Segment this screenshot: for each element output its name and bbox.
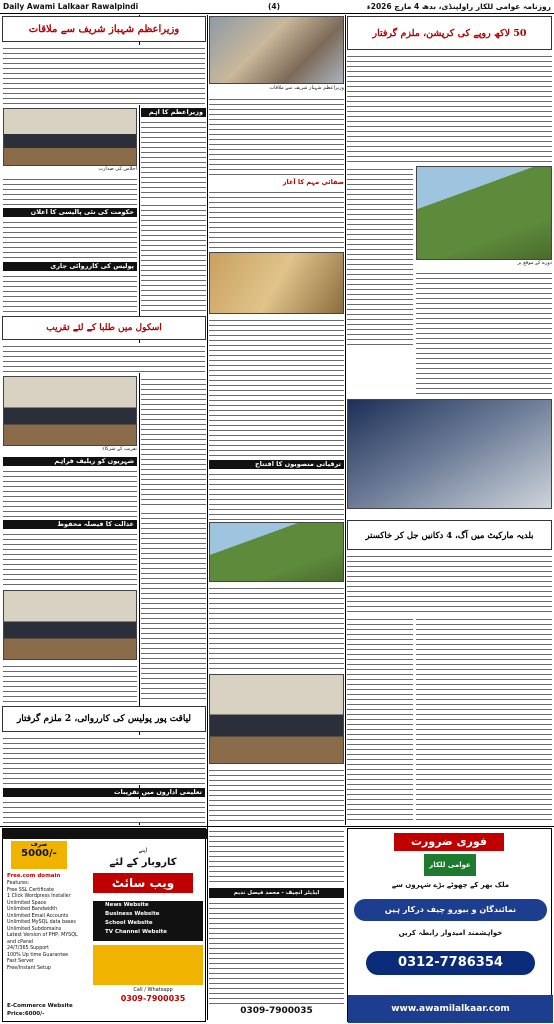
headline-small: وزیراعظم کا اہم (141, 108, 206, 117)
article-text (209, 189, 344, 249)
photo-caption: اجلاس کی صدارت (98, 166, 137, 172)
masthead-right: روزنامہ عوامی للکار راولپنڈی، بدھ 4 مارچ 2026ء (366, 2, 551, 11)
price-value: 5000/- (21, 848, 57, 859)
feature-item: Unlimited Subdomains (7, 926, 62, 932)
article-text (141, 202, 206, 312)
photo-exhibition (347, 399, 552, 509)
headline-small: صفائی مہم کا آغاز (282, 178, 344, 186)
article-text (209, 828, 344, 886)
features-title: Free.com domain (7, 873, 61, 879)
column-rule (207, 15, 208, 1020)
article-text (3, 176, 137, 206)
call-number: 0309-7900035 (120, 994, 186, 1003)
feature-item: Features: (7, 881, 30, 886)
photo-workers (209, 252, 344, 314)
feature-item: 24/7/365 Support (7, 946, 50, 951)
photo-caption: وزیراعظم شہباز شریف سے ملاقات (269, 85, 344, 91)
website-types (93, 901, 203, 941)
ad-heading-site: ویب سائٹ (93, 873, 193, 893)
article-text (3, 799, 205, 823)
website-type: Business Website (105, 911, 160, 917)
article-text (347, 553, 552, 613)
article-text (3, 531, 137, 587)
website-type: TV Channel Website (105, 929, 168, 935)
feature-item: Free/Instant Setup (7, 965, 51, 971)
section-rule (0, 826, 554, 827)
headline-lahore: لیاقت پور پولیس کی کارروائی، 2 ملزم گرفتار (2, 706, 206, 732)
brand-logo: عوامی للکار (424, 854, 476, 876)
recruitment-ad (347, 828, 552, 1022)
headline-small: حکومت کی نئی پالیسی کا اعلان (3, 208, 137, 217)
editor-phone: 0309-7900035 (240, 1006, 313, 1016)
masthead-left: Daily Awami Lalkaar Rawalpindi (3, 2, 139, 11)
feature-item: Unlimited Space (7, 900, 47, 906)
article-text (141, 376, 206, 506)
article-text (3, 45, 205, 105)
article-text (3, 735, 205, 785)
headline-cat: اسکول میں طلبا کے لئے تقریب (2, 316, 206, 340)
article-text (209, 471, 344, 521)
feature-item: Unlimited MySQL data bases (7, 920, 76, 925)
article-text (347, 166, 413, 346)
headline-small: ترقیاتی منصوبوں کا افتتاح (209, 460, 344, 469)
photo-meeting (3, 376, 137, 446)
photo-ceremony (209, 674, 344, 764)
price-badge (11, 841, 67, 869)
headline-pm: وزیراعظم شہباز شریف سے ملاقات (2, 16, 206, 42)
article-text (416, 616, 552, 820)
column-rule (345, 15, 346, 825)
article-text (209, 900, 344, 1004)
ad-graphic (93, 945, 203, 985)
column-rule (139, 15, 140, 825)
ad-line3: خواہشمند امیدوار رابطہ کریں (398, 929, 503, 937)
ecom-title: E-Commerce Website (7, 1003, 73, 1009)
ad-line1: ملک بھر کے چھوٹے بڑے شہروں سے (391, 881, 510, 889)
website-type: School Website (105, 920, 153, 926)
article-text (3, 663, 137, 703)
page-number: (4) (268, 2, 281, 11)
photo-conference (3, 590, 137, 660)
article-text (209, 585, 344, 671)
article-text (141, 510, 206, 700)
article-text (3, 468, 137, 518)
feature-item: Free SSL Certificate (7, 887, 54, 893)
urgent-banner: فوری ضرورت (394, 833, 504, 851)
website-ad (2, 828, 206, 1022)
article-text (209, 767, 344, 825)
photo-pm-meeting (209, 16, 344, 84)
article-text (347, 53, 552, 163)
features-list (7, 881, 83, 999)
ad-url: www.awamilalkaar.com (348, 995, 553, 1023)
ad-phone: 0312-7786354 (366, 951, 535, 975)
article-text (3, 343, 205, 373)
feature-item: 100% Up time Guarantee (7, 952, 69, 958)
article-text (209, 317, 344, 457)
article-text (3, 273, 137, 313)
photo-street (209, 522, 344, 582)
article-text (416, 270, 552, 396)
website-type: News Website (105, 902, 149, 908)
photo-caption: تقریب کے شرکاء (102, 446, 137, 452)
photo-field-tour (416, 166, 552, 260)
call-label: Call / Whatsapp (133, 987, 173, 993)
article-text (347, 616, 413, 820)
feature-item: Unlimited Email Accounts (7, 913, 69, 919)
article-text (209, 96, 344, 176)
article-text (3, 219, 137, 259)
ad-line2: نمائندگان و بیورو چیف درکار ہیں (354, 899, 547, 921)
headline-small: عدالت کا فیصلہ محفوظ (3, 520, 137, 529)
headline-small: شہریوں کو ریلیف فراہم (3, 457, 137, 466)
photo-caption: دورے کے موقع پر (517, 260, 552, 266)
headline-court: 50 لاکھ روپے کی کرپشن، ملزم گرفتار (347, 16, 552, 50)
headline-small: پولیس کی کارروائی جاری (3, 262, 137, 271)
headline-small: تعلیمی اداروں میں تقریبات (3, 788, 205, 797)
feature-item: 1 Click Wordpress Installer (7, 894, 71, 899)
headline-market: بلدیہ مارکیٹ میں آگ، 4 دکانیں جل کر خاکستر (347, 520, 552, 550)
editor-title: ایڈیٹر انچیف - محمد فیصل ندیم (209, 888, 344, 898)
feature-item: Latest Version of PHP, MYSQL and cPanel (7, 933, 78, 945)
ad-heading-big: کاروبار کے لئے (109, 857, 177, 868)
page-header (0, 0, 554, 14)
ecom-price: Price:6000/- (7, 1011, 45, 1017)
price-label: صرف (30, 841, 48, 848)
feature-item: Unlimited Bandwidth (7, 907, 58, 912)
article-text (141, 119, 206, 199)
feature-item: Fast Server (7, 959, 34, 964)
photo-office (3, 108, 137, 166)
ad-heading-small: اپنے (138, 847, 148, 854)
ad-top-bar (3, 829, 207, 839)
